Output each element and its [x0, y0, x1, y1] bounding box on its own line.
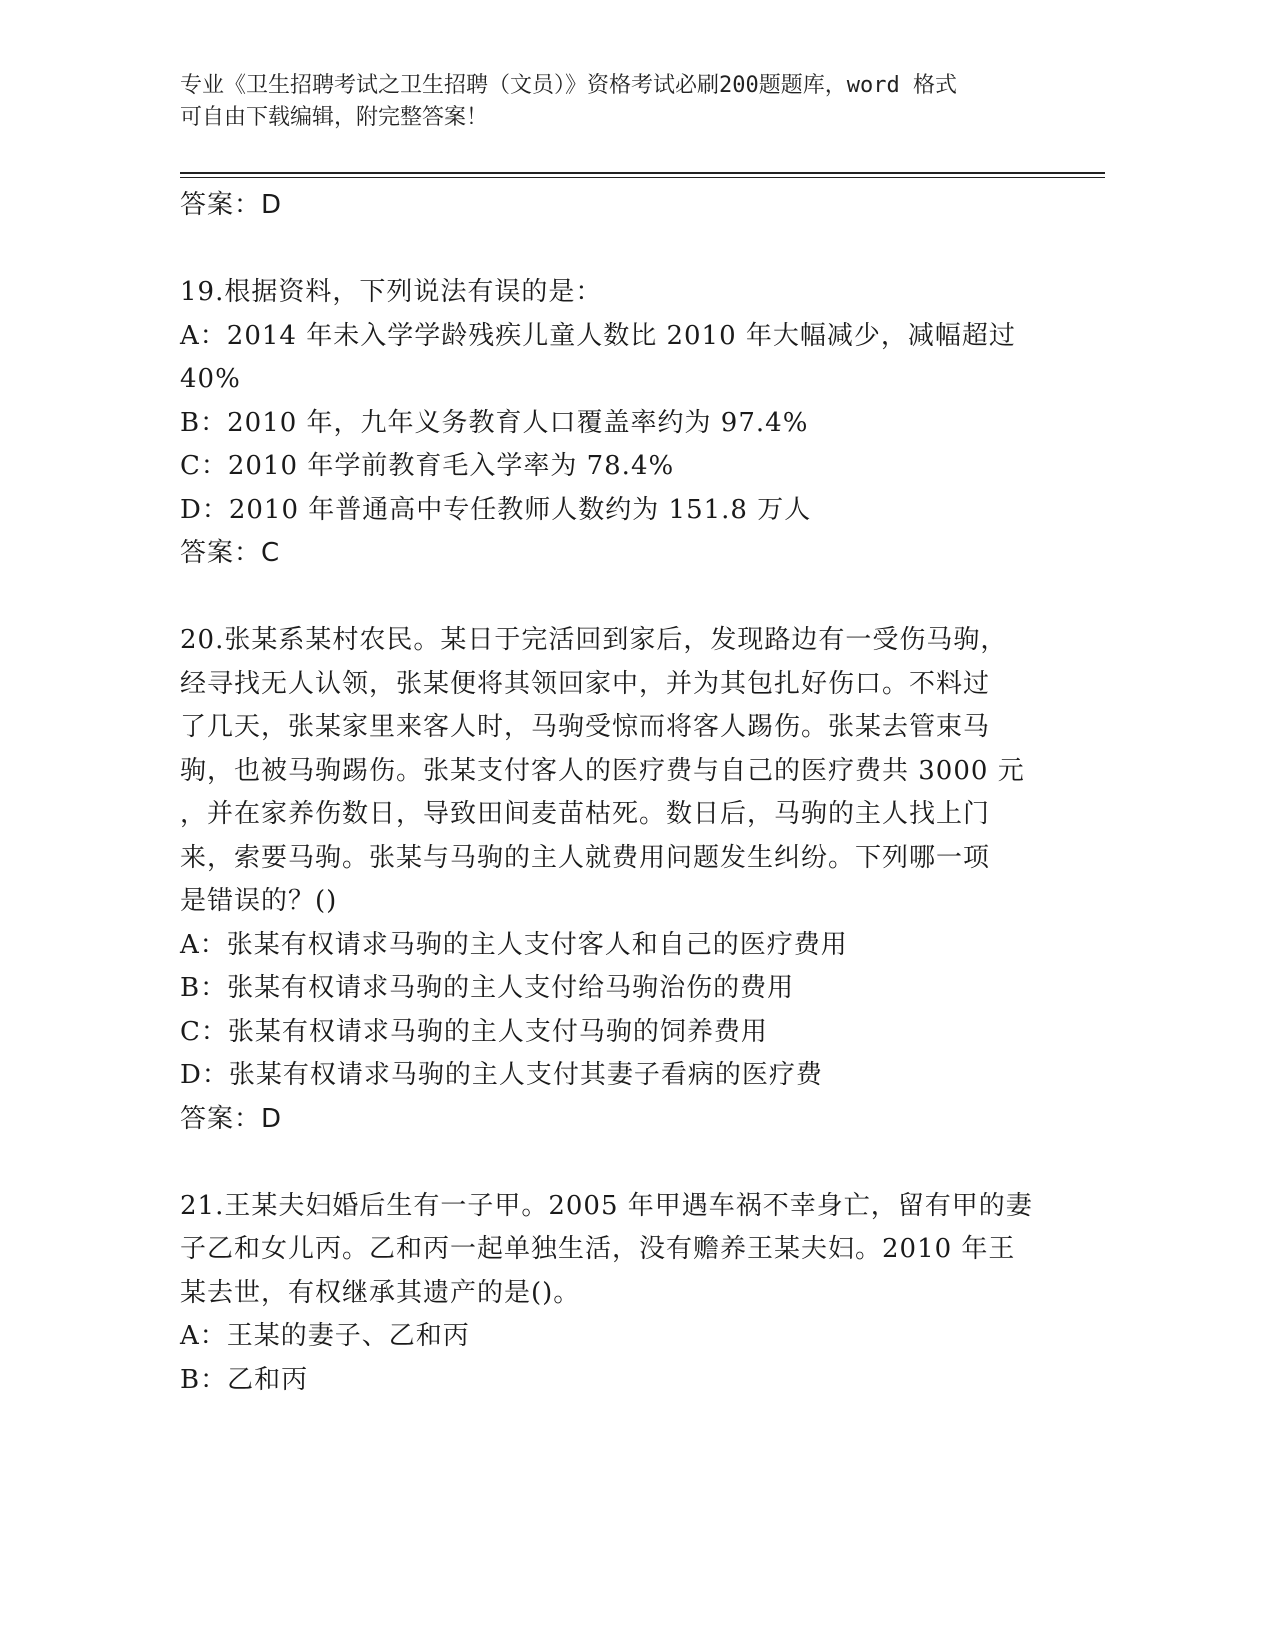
spacer	[180, 1141, 1080, 1185]
question-stem: ，并在家养伤数日，导致田间麦苗枯死。数日后，马驹的主人找上门	[180, 799, 991, 829]
question-stem: 某去世，有权继承其遗产的是()。	[180, 1277, 581, 1308]
question-19	[180, 271, 1080, 576]
answer-line: 答案：D	[180, 1103, 283, 1134]
question-stem: 20.张某系某村农民。某日于完活回到家后，发现路边有一受伤马驹，	[180, 625, 1008, 655]
question-stem: 21.王某夫妇婚后生有一子甲。2005 年甲遇车祸不幸身亡，留有甲的妻	[180, 1190, 1033, 1221]
question-stem: 驹，也被马驹踢伤。张某支付客人的医疗费与自己的医疗费共 3000 元	[180, 755, 1025, 786]
question-20	[180, 619, 1080, 1141]
option-b: B：张某有权请求马驹的主人支付给马驹治伤的费用	[180, 973, 795, 1003]
option-c: C：张某有权请求马驹的主人支付马驹的饲养费用	[180, 1016, 768, 1047]
document-body	[180, 184, 1080, 1402]
header-line: 专业《卫生招聘考试之卫生招聘（文员）》资格考试必刷200题题库，word 格式	[180, 73, 957, 98]
option-d: D：张某有权请求马驹的主人支付其妻子看病的医疗费	[180, 1060, 823, 1090]
option-c: C：2010 年学前教育毛入学率为 78.4%	[180, 451, 675, 481]
spacer	[180, 228, 1080, 272]
document-header	[180, 70, 1080, 134]
spacer	[180, 576, 1080, 620]
question-stem: 经寻找无人认领，张某便将其领回家中，并为其包扎好伤口。不料过	[180, 668, 991, 699]
header-divider	[180, 172, 1105, 174]
header-divider	[180, 177, 1105, 178]
question-stem: 来，索要马驹。张某与马驹的主人就费用问题发生纠纷。下列哪一项	[180, 842, 991, 873]
question-21	[180, 1185, 1080, 1403]
option-a-continued: 40%	[180, 364, 241, 394]
question-stem: 子乙和女儿丙。乙和丙一起单独生活，没有赡养王某夫妇。2010 年王	[180, 1234, 1016, 1264]
question-stem: 19.根据资料，下列说法有误的是：	[180, 277, 603, 307]
answer-line: 答案：C	[180, 538, 281, 568]
answer-line: 答案：D	[180, 190, 283, 220]
header-line: 可自由下载编辑，附完整答案！	[180, 105, 489, 130]
question-stem: 是错误的？()	[180, 886, 338, 916]
option-d: D：2010 年普通高中专任教师人数约为 151.8 万人	[180, 494, 812, 525]
option-a: A：王某的妻子、乙和丙	[180, 1321, 470, 1351]
option-a: A：张某有权请求马驹的主人支付客人和自己的医疗费用	[180, 929, 848, 960]
question-stem: 了几天，张某家里来客人时，马驹受惊而将客人踢伤。张某去管束马	[180, 712, 991, 742]
option-b: B：2010 年，九年义务教育人口覆盖率约为 97.4%	[180, 407, 809, 438]
option-a: A：2014 年未入学学龄残疾儿童人数比 2010 年大幅减少，减幅超过	[180, 320, 1016, 351]
option-b: B：乙和丙	[180, 1364, 309, 1395]
